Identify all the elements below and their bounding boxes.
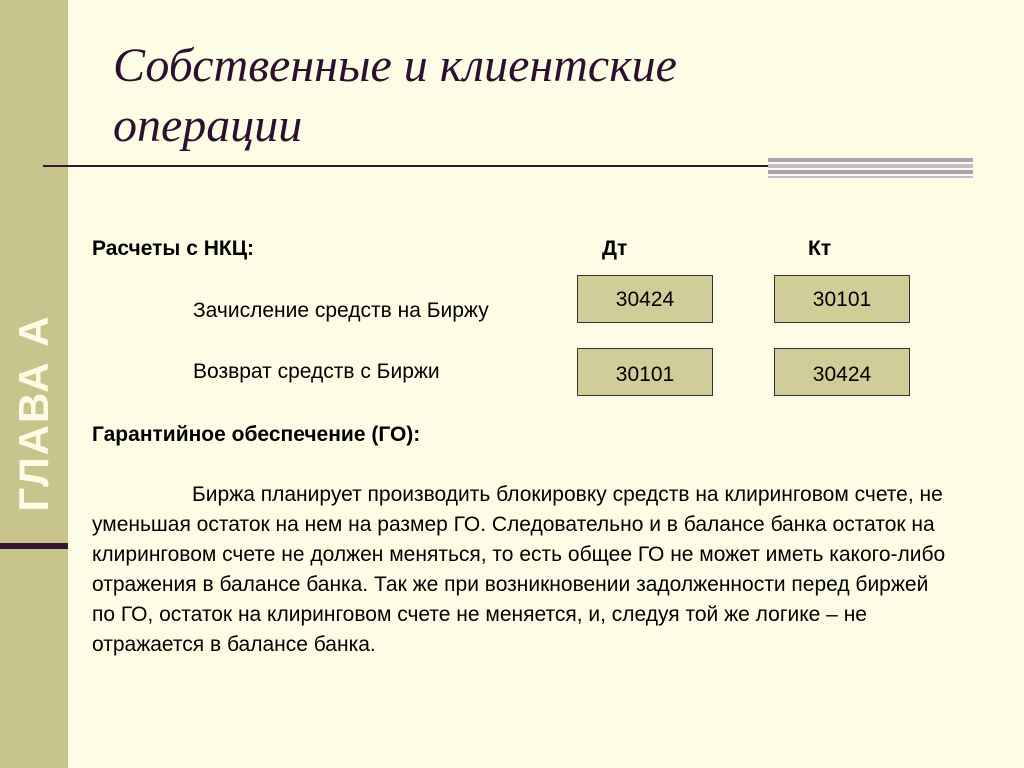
row-return-kt-account: 30424	[774, 348, 910, 396]
title-line-1: Собственные и клиентские	[113, 39, 677, 92]
sidebar	[0, 0, 68, 768]
nkc-heading: Расчеты с НКЦ:	[92, 237, 255, 260]
row-return-dt-account: 30101	[577, 348, 713, 396]
title-decoration-bar	[768, 158, 973, 178]
row-return-label: Возврат средств с Биржи	[193, 360, 440, 383]
title-line-2: операции	[113, 99, 303, 152]
go-heading: Гарантийное обеспечение (ГО):	[92, 423, 421, 446]
row-credit-kt-account: 30101	[774, 275, 910, 323]
row-credit-label: Зачисление средств на Биржу	[193, 299, 489, 322]
go-text: Биржа планирует производить блокировку средств на клиринговом счете, не уменьшая остаток на нем на размер ГО. Следовательно и в балансе банка остаток на клиринговом счете не должен меняться, то есть общее ГО не может иметь какого-либо отражения в балансе банка. Так же при возникновении задолженности перед биржей по ГО, остаток на клиринговом счете не меняется, и, следуя той же логике – не отражается в балансе банка.	[92, 483, 946, 656]
chapter-label: ГЛАВА А	[10, 314, 57, 512]
sidebar-divider	[0, 543, 68, 549]
kt-column-label: Кт	[808, 237, 832, 260]
dt-column-label: Дт	[602, 237, 628, 260]
go-paragraph	[92, 480, 952, 660]
slide-title	[113, 36, 973, 156]
row-credit-dt-account: 30424	[577, 275, 713, 323]
